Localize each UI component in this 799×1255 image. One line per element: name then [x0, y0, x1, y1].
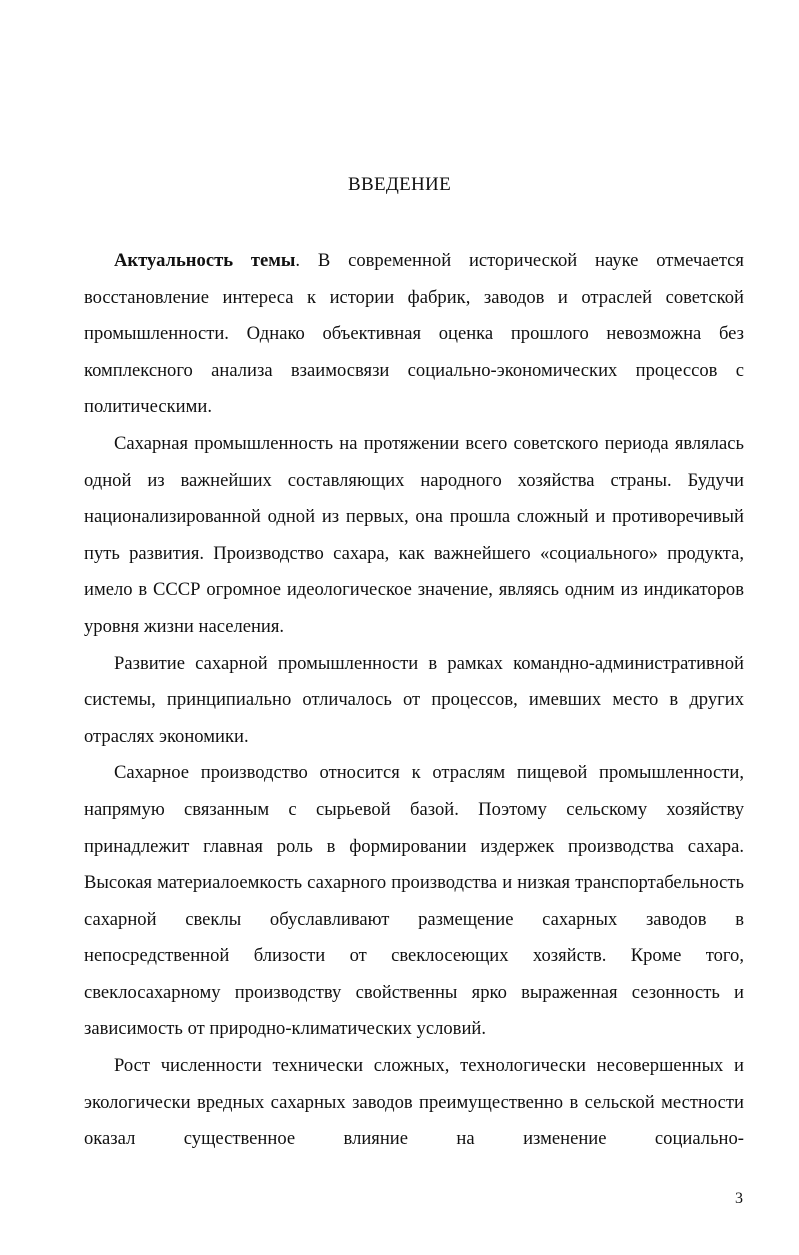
paragraph-production: Сахарное производство относится к отраслям пищевой промышленности, напрямую связанным с сырьевой базой. Поэтому сельскому хозяйству принадлежит главная роль в формировании издержек производства сахара. Высокая материалоемкость сахарного производства и низкая транспортабельность сахарной свеклы обуславливают размещение сахарных заводов в непосредственной близости от свеклосеющих хозяйств. Кроме того, свеклосахарному производству свойственны ярко выраженная сезонность и зависимость от природно-климатических условий. — [84, 762, 744, 1040]
page-number: 3 — [735, 1190, 743, 1207]
paragraph-relevance — [84, 243, 744, 426]
body-text — [84, 243, 744, 1158]
paragraph-lead: Актуальность темы — [114, 250, 296, 271]
paragraph-development: Развитие сахарной промышленности в рамках командно-административной системы, принципиально отличалось от процессов, имевших место в других отраслях экономики. — [84, 652, 744, 747]
paragraph-text: . В современной исторической науке отмечается восстановление интереса к истории фабрик, заводов и отраслей советской промышленности. Однако объективная оценка прошлого невозможна без комплексного анализа взаимосвязи социально-экономических процессов с политическими. — [84, 250, 744, 418]
section-heading: ВВЕДЕНИЕ — [348, 174, 451, 195]
paragraph-growth: Рост численности технически сложных, технологически несовершенных и экологически вредных сахарных заводов преимущественно в сельской местности оказал существенное влияние на изменение социально- — [84, 1055, 744, 1150]
paragraph-sugar-industry: Сахарная промышленность на протяжении всего советского периода являлась одной из важнейших составляющих народного хозяйства страны. Будучи национализированной одной из первых, она прошла сложный и противоречивый путь развития. Производство сахара, как важнейшего «социального» продукта, имело в СССР огромное идеологическое значение, являясь одним из индикаторов уровня жизни населения. — [84, 432, 744, 637]
